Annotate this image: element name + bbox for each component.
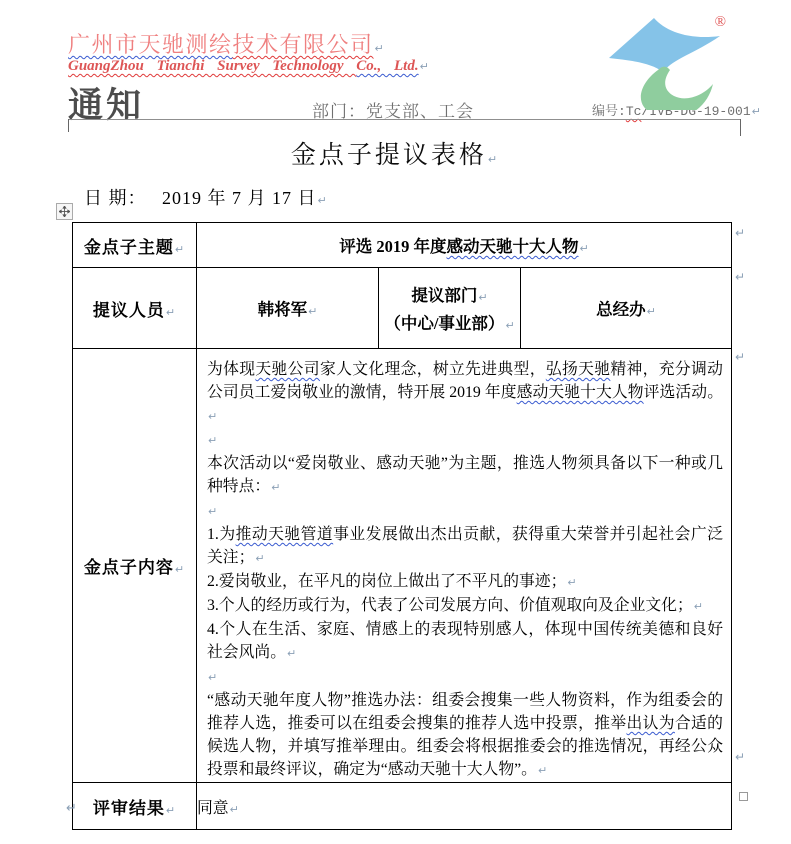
form-title: 金点子提议表格↵ <box>290 142 501 169</box>
topic-label-cell: 金点子主题↵ <box>73 223 197 268</box>
table-row <box>73 783 732 830</box>
dept-header-line2: （中心/事业部）↵ <box>384 314 515 333</box>
company-name-cn: 广州市天驰测绘技术有限公司↵ <box>68 32 386 57</box>
content-paragraph: ↵ <box>208 434 218 447</box>
content-paragraph: ↵ <box>208 505 218 518</box>
text-boundary-tick-left <box>68 119 69 132</box>
topic-value-cell: 评选 2019 年度感动天驰十大人物↵ <box>197 223 732 268</box>
date-line: 日 期： 2019 年 7 月 17 日↵ <box>84 188 328 208</box>
table-row <box>73 349 732 783</box>
table-row <box>73 268 732 349</box>
company-logo <box>600 14 732 110</box>
notice-heading: 通知 <box>68 86 145 125</box>
content-paragraph: 4.个人在生活、家庭、情感上的表现特别感人，体现中国传统美德和良好社会风尚。↵ <box>207 621 724 661</box>
registered-mark: ® <box>714 14 726 30</box>
dept-value-cell: 总经办↵ <box>521 268 732 349</box>
table-row <box>73 223 732 268</box>
dept-header-line1: 提议部门↵ <box>411 286 488 305</box>
serial-number: 编号:Tc/IVB-DG-19-001↵ <box>592 104 761 119</box>
header-divider <box>68 119 740 120</box>
table-resize-handle[interactable] <box>739 792 748 801</box>
content-paragraph: “感动天驰年度人物”推选办法：组委会搜集一些人物资料，作为组委会的推荐人选，推委可以在组委会搜集的推荐人选中投票，推举出认为合适的候选人物，并填写推举理由。组委会将根据推委会的推选情况，再经公众投票和最终评议，确定为“感动天驰十大人物”。↵ <box>207 692 724 778</box>
move-arrows-icon <box>59 206 70 217</box>
proposer-label-cell: 提议人员↵ <box>73 268 197 349</box>
row-end-mark: ↵ <box>735 750 746 764</box>
dept-header-cell <box>379 268 521 349</box>
content-paragraph: 2.爱岗敬业，在平凡的岗位上做出了不平凡的事迹；↵ <box>207 573 577 590</box>
content-label-cell: 金点子内容↵ <box>73 349 197 783</box>
paragraph-mark: ↵ <box>66 801 77 816</box>
content-paragraph: 为体现天驰公司家人文化理念，树立先进典型，弘扬天驰精神，充分调动公司员工爱岗敬业的激情，特开展 2019 年度感动天驰十大人物评选活动。↵ <box>207 361 723 423</box>
result-label-cell: 评审结果↵ <box>73 783 197 830</box>
logo-bird-icon <box>600 14 732 110</box>
department-line: 部门：党支部、工会 <box>312 102 474 121</box>
row-end-mark: ↵ <box>735 350 746 364</box>
content-paragraph: 1.为推动天驰管道事业发展做出杰出贡献，获得重大荣誉并引起社会广泛关注；↵ <box>207 526 723 566</box>
company-name-en: GuangZhou Tianchi Survey Technology Co., Ltd.↵ <box>68 58 429 74</box>
row-end-mark: ↵ <box>735 270 746 284</box>
text-boundary-tick-right <box>740 119 741 136</box>
content-paragraph: ↵ <box>208 671 218 684</box>
result-value-cell: 同意↵ <box>197 783 732 830</box>
content-text <box>197 349 731 782</box>
table-move-handle[interactable] <box>56 203 73 220</box>
content-paragraph: 3.个人的经历或行为，代表了公司发展方向、价值观取向及企业文化；↵ <box>207 597 703 614</box>
content-value-cell <box>197 349 732 783</box>
proposal-form-table <box>72 222 732 830</box>
content-paragraph: 本次活动以“爱岗敬业、感动天驰”为主题，推选人物须具备以下一种或几种特点：↵ <box>207 455 724 495</box>
proposer-name-cell: 韩将军↵ <box>197 268 379 349</box>
row-end-mark: ↵ <box>735 226 746 240</box>
